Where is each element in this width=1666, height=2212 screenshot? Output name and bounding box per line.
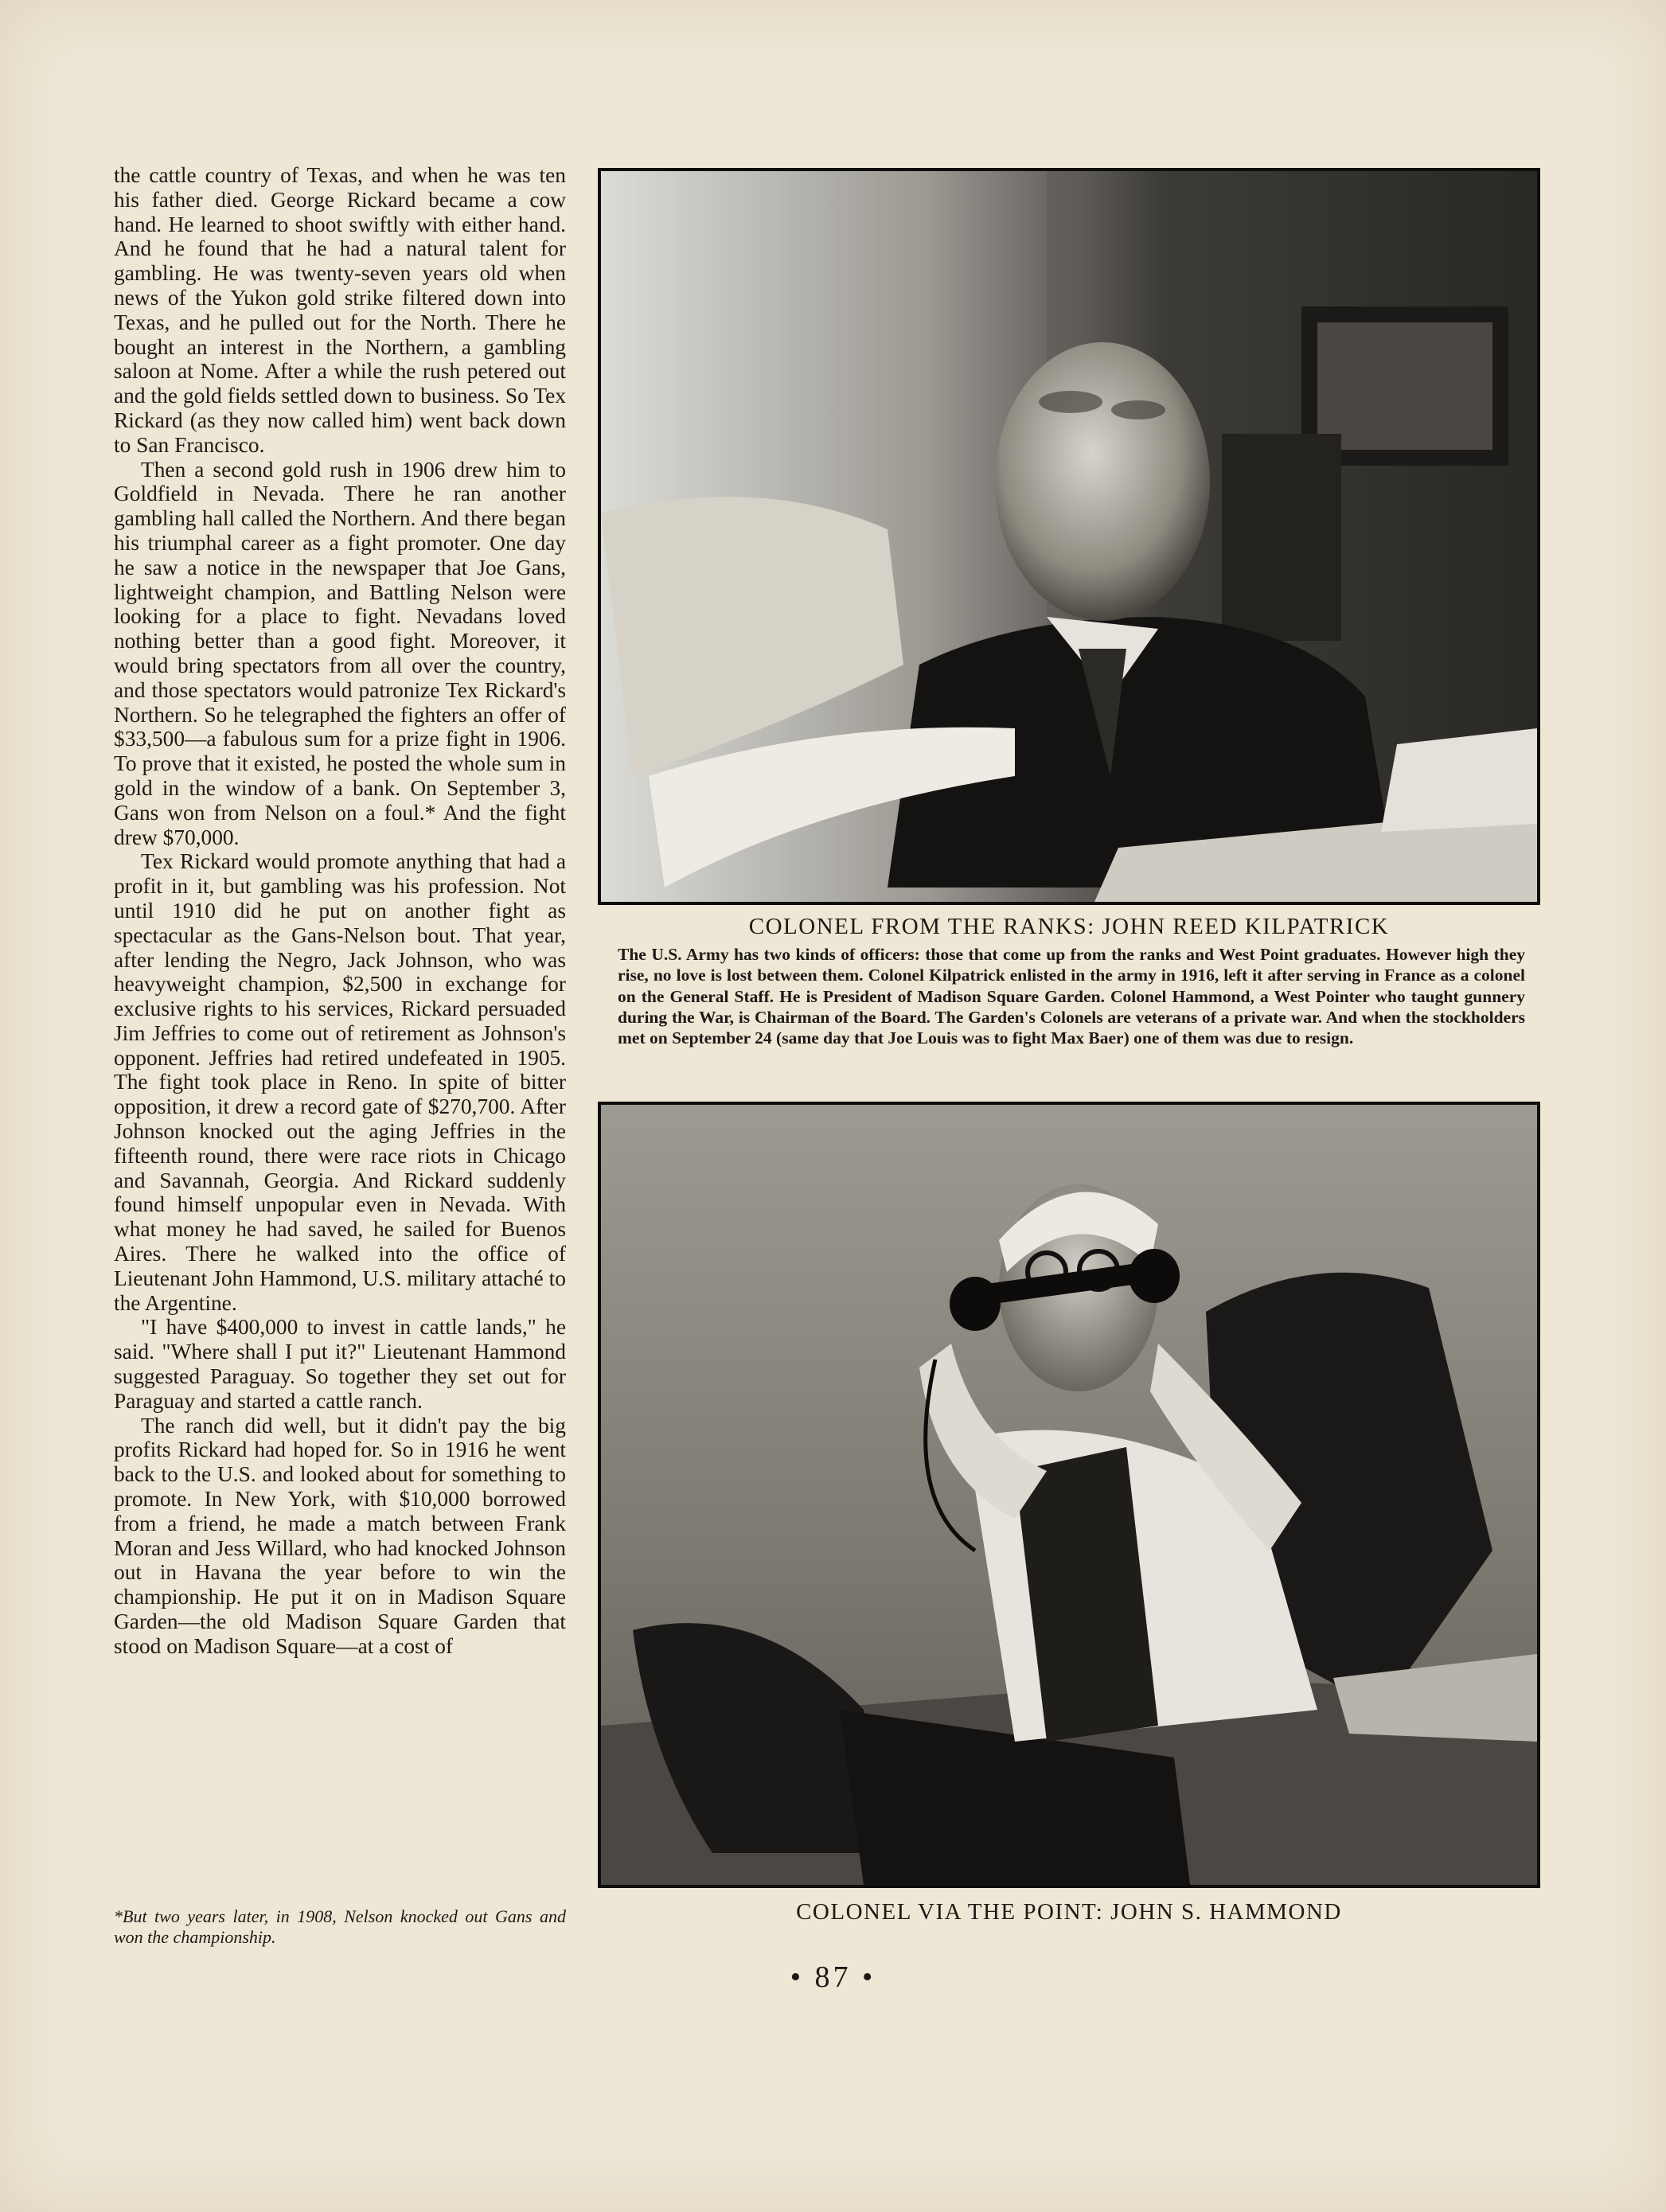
photo-kilpatrick-caption-body: The U.S. Army has two kinds of officers: those that come up from the ranks and West Point graduates. However high they rise, no love is lost between them. Colonel Kilpatrick enlisted in the army in 1916, left it after serving in France as a colonel on the General Staff. He is President of Madison Square Garden. Colonel Hammond, a West Pointer who taught gunnery during the War, is Chairman of the Board. The Garden's Colonels are veterans of a private war. And when the stockholders met on September 24 (same day that Joe Louis was to fight Max Baer) one of them was due to resign. (618, 945, 1525, 1048)
photo-kilpatrick (598, 168, 1540, 905)
article-paragraph: "I have $400,000 to invest in cattle lands," he said. "Where shall I put it?" Lieutenant Hammond suggested Paraguay. So together they set out for Paraguay and started a cattle ranch. (114, 1315, 566, 1413)
footnote: *But two years later, in 1908, Nelson knocked out Gans and won the championship. (114, 1906, 566, 1947)
photo-hammond-caption-title: COLONEL VIA THE POINT: JOHN S. HAMMOND (796, 1899, 1342, 1925)
photo-hammond (598, 1102, 1540, 1888)
article-paragraph: Then a second gold rush in 1906 drew him to Goldfield in Nevada. There he ran another gambling hall called the Northern. And there began his triumphal career as a fight promoter. One day he saw a notice in the newspaper that Joe Gans, lightweight champion, and Battling Nelson were looking for a place to fight. Nevadans loved nothing better than a good fight. Moreover, it would bring spectators from all over the country, and those spectators would patronize Tex Rickard's Northern. So he telegraphed the fighters an offer of $33,500—a fabulous sum for a prize fight in 1906. To prove that it existed, he posted the whole sum in gold in the window of a bank. On September 3, Gans won from Nelson on a foul.* And the fight drew $70,000. (114, 457, 566, 849)
article-paragraph: the cattle country of Texas, and when he was ten his father died. George Rickard became a cow hand. He learned to shoot swiftly with either hand. And he found that he had a natural talent for gambling. He was twenty-seven years old when news of the Yukon gold strike filtered down into Texas, and he pulled out for the North. There he bought an interest in the Northern, a gambling saloon at Nome. After a while the rush petered out and the gold fields settled down to business. So Tex Rickard (as they now called him) went back down to San Francisco. (114, 163, 566, 457)
photo-kilpatrick-illustration (601, 171, 1537, 902)
photo-hammond-illustration (601, 1105, 1537, 1885)
article-paragraph: The ranch did well, but it didn't pay the big profits Rickard had hoped for. So in 1916 he went back to the U.S. and looked about for something to promote. In New York, with $10,000 borrowed from a friend, he made a match between Frank Moran and Jess Willard, who had knocked Johnson out in Havana the year before to win the championship. He put it on in Madison Square Garden—the old Madison Square Garden that stood on Madison Square—at a cost of (114, 1413, 566, 1658)
photo-kilpatrick-caption-title: COLONEL FROM THE RANKS: JOHN REED KILPATRICK (748, 914, 1390, 939)
article-column (114, 163, 566, 1659)
page-number: • 87 • (790, 1960, 876, 1994)
article-paragraph: Tex Rickard would promote anything that had a profit in it, but gambling was his profession. Not until 1910 did he put on another fight as spectacular as the Gans-Nelson bout. That year, after lending the Negro, Jack Johnson, who was heavyweight champion, $2,500 in exchange for exclusive rights to his services, Rickard persuaded Jim Jeffries to come out of retirement as Johnson's opponent. Jeffries had retired undefeated in 1905. The fight took place in Reno. In spite of bitter opposition, it drew a record gate of $270,700. After Johnson knocked out the aging Jeffries in the fifteenth round, there were race riots in Chicago and Savannah, Georgia. And Rickard suddenly found himself unpopular even in Nevada. With what money he had saved, he sailed for Buenos Aires. There he walked into the office of Lieutenant John Hammond, U.S. military attaché to the Argentine. (114, 849, 566, 1315)
